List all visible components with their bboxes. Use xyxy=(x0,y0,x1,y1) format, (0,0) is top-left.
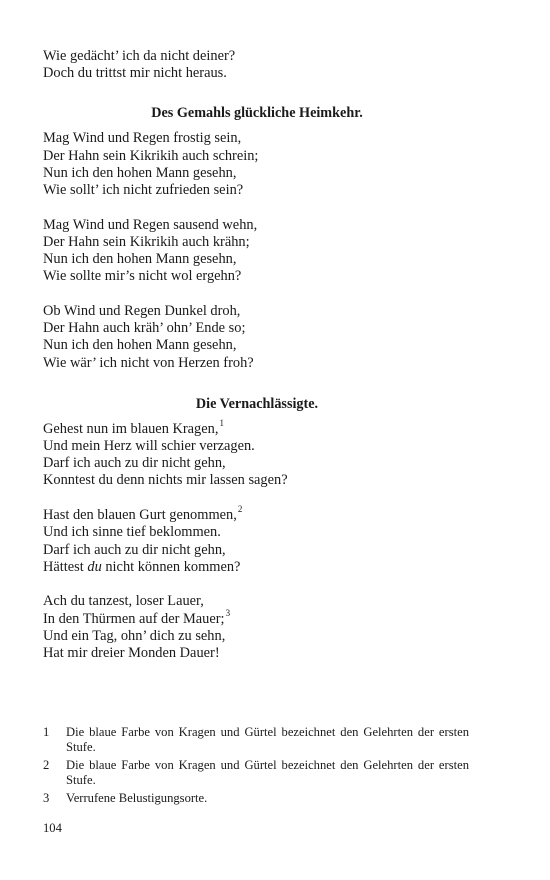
footnote xyxy=(43,758,469,788)
opening-stanza xyxy=(43,48,471,82)
footnote-marker: 1 xyxy=(219,418,224,429)
poem-gemahls-heimkehr xyxy=(43,104,471,371)
stanza xyxy=(43,130,471,199)
verse-line: Hat mir dreier Monden Dauer! xyxy=(43,645,220,662)
verse-line xyxy=(43,504,471,524)
page-body xyxy=(43,48,471,685)
verse-line: Konntest du denn nichts mir lassen sagen? xyxy=(43,472,288,489)
verse-line xyxy=(43,607,471,628)
verse-line: Nun ich den hohen Mann gesehn, xyxy=(43,164,237,181)
verse-line xyxy=(43,418,471,438)
footnote-marker: 2 xyxy=(237,504,243,515)
verse-line: Wie sollte mir’s nicht wol ergehn? xyxy=(43,268,242,285)
emphasized-word: du xyxy=(87,558,102,575)
footnote-text: Verrufene Belustigungsorte. xyxy=(66,791,208,805)
verse-line: Nun ich den hohen Mann gesehn, xyxy=(43,337,237,354)
poem-vernachlaessigte xyxy=(43,395,471,662)
verse-line: Ach du tanzest, loser Lauer, xyxy=(43,593,204,610)
footnote xyxy=(43,791,469,806)
verse-line: Der Hahn sein Kikrikih auch krähn; xyxy=(43,233,250,250)
footnote xyxy=(43,725,469,755)
verse-text: Hättest xyxy=(43,558,88,575)
footnote-number: 3 xyxy=(43,791,50,805)
page-number: 104 xyxy=(43,821,62,835)
footnotes xyxy=(43,725,469,809)
footnote-number: 2 xyxy=(43,758,50,772)
verse-line: Wie gedächt’ ich da nicht deiner? xyxy=(43,48,236,64)
verse-text: In den Thürmen auf der Mauer; xyxy=(43,610,225,627)
verse-line: Wie wär’ ich nicht von Herzen froh? xyxy=(43,354,254,371)
verse-line: Und ich sinne tief beklommen. xyxy=(43,524,221,541)
verse-text: Hast den blauen Gurt genommen, xyxy=(43,507,237,524)
verse-line: Mag Wind und Regen sausend wehn, xyxy=(43,216,258,233)
footnote-text: Die blaue Farbe von Kragen und Gürtel bezeichnet den Gelehrten der ersten Stufe. xyxy=(66,725,469,754)
verse-line: Und ein Tag, ohn’ dich zu sehn, xyxy=(43,627,226,644)
stanza xyxy=(43,504,471,576)
verse-line xyxy=(43,559,471,576)
verse-line: Darf ich auch zu dir nicht gehn, xyxy=(43,455,226,472)
verse-line: Und mein Herz will schier verzagen. xyxy=(43,438,255,455)
stanza xyxy=(43,217,471,286)
verse-line: Mag Wind und Regen frostig sein, xyxy=(43,130,242,147)
footnote-number: 1 xyxy=(43,725,50,739)
verse-line: Wie sollt’ ich nicht zufrieden sein? xyxy=(43,182,244,199)
poem-title: Des Gemahls glückliche Heimkehr. xyxy=(151,105,363,122)
verse-line: Der Hahn sein Kikrikih auch schrein; xyxy=(43,147,259,164)
stanza xyxy=(43,593,471,662)
poem-title: Die Vernachlässigte. xyxy=(195,395,319,412)
verse-text: Gehest nun im blauen Kragen, xyxy=(43,420,219,437)
verse-text: nicht können kommen? xyxy=(101,558,241,575)
verse-line: Der Hahn auch kräh’ ohn’ Ende so; xyxy=(43,320,246,337)
verse-line: Darf ich auch zu dir nicht gehn, xyxy=(43,541,226,558)
stanza xyxy=(43,418,471,490)
verse-line: Nun ich den hohen Mann gesehn, xyxy=(43,251,237,268)
verse-line: Ob Wind und Regen Dunkel droh, xyxy=(43,303,241,320)
verse-line: Doch du trittst mir nicht heraus. xyxy=(43,65,227,82)
stanza xyxy=(43,303,471,372)
footnote-marker: 3 xyxy=(225,607,231,618)
footnote-text: Die blaue Farbe von Kragen und Gürtel bezeichnet den Gelehrten der ersten Stufe. xyxy=(66,758,469,787)
